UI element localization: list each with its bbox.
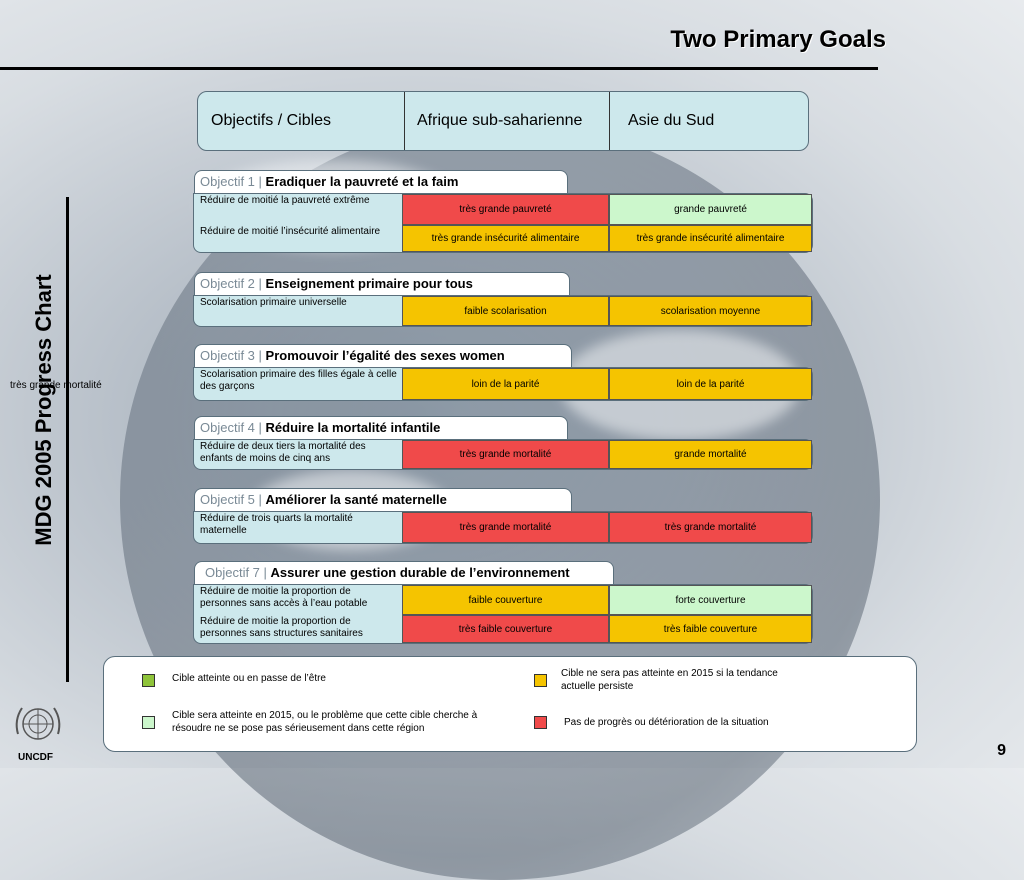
- legend-swatch-no-progress: [534, 716, 547, 729]
- asia-status-cell: grande pauvreté: [609, 194, 812, 225]
- target-row: [194, 585, 812, 615]
- target-row: [194, 615, 812, 643]
- objective-tab-1: [194, 170, 568, 194]
- objective-number: Objectif 3 |: [200, 348, 262, 363]
- objective-group-2: [193, 295, 813, 327]
- target-label: Réduire de moitié l’insécurité alimentaire: [200, 226, 381, 237]
- asia-status-cell: très grande insécurité alimentaire: [609, 225, 812, 252]
- africa-status-cell: très grande pauvreté: [402, 194, 609, 225]
- target-row: [194, 194, 812, 225]
- objective-tab-4: [194, 416, 568, 440]
- legend-text-no-progress: Pas de progrès ou détérioration de la situation: [564, 717, 769, 728]
- africa-status-cell: faible scolarisation: [402, 296, 609, 326]
- side-divider: [66, 197, 69, 682]
- legend-text-achieved: Cible atteinte ou en passe de l’être: [172, 673, 326, 684]
- stray-label: très grande mortalité: [10, 380, 102, 391]
- uncdf-logo-text: UNCDF: [18, 752, 53, 763]
- target-label: Réduire de moitie la proportion de personnes sans accès à l’eau potable: [200, 586, 368, 609]
- objective-tab-2: [194, 272, 570, 296]
- un-emblem-icon: [8, 700, 68, 752]
- target-row: [194, 296, 812, 326]
- objective-group-1: [193, 193, 813, 253]
- africa-status-cell: très faible couverture: [402, 615, 609, 643]
- target-row: [194, 225, 812, 252]
- objective-title: Améliorer la santé maternelle: [265, 492, 447, 507]
- header-objectives: Objectifs / Cibles: [198, 92, 405, 150]
- target-row: [194, 368, 812, 400]
- target-label: Réduire de trois quarts la mortalité maternelle: [200, 513, 353, 536]
- header-south-asia: Asie du Sud: [628, 112, 715, 129]
- objective-number: Objectif 1 |: [200, 174, 262, 189]
- objective-title: Promouvoir l’égalité des sexes women: [265, 348, 505, 363]
- asia-status-cell: très grande mortalité: [609, 512, 812, 543]
- objective-group-3: [193, 367, 813, 401]
- africa-status-cell: très grande mortalité: [402, 440, 609, 469]
- slide-title: Two Primary Goals: [670, 26, 886, 53]
- asia-status-cell: scolarisation moyenne: [609, 296, 812, 326]
- objective-title: Assurer une gestion durable de l’environnement: [270, 565, 570, 580]
- legend-swatch-achieved: [142, 674, 155, 687]
- africa-status-cell: très grande insécurité alimentaire: [402, 225, 609, 252]
- target-label: Réduire de moitie la proportion de personnes sans structures sanitaires: [200, 616, 363, 639]
- page-number: 9: [997, 742, 1006, 759]
- objective-number: Objectif 7 |: [205, 565, 267, 580]
- objective-title: Eradiquer la pauvreté et la faim: [265, 174, 459, 189]
- objective-group-7: [193, 584, 813, 644]
- objective-tab-3: [194, 344, 572, 368]
- objective-group-5: [193, 511, 813, 544]
- asia-status-cell: grande mortalité: [609, 440, 812, 469]
- legend-text-on-track: Cible sera atteinte en 2015, ou le problème que cette cible cherche à résoudre ne se pose pas sérieusement dans cette région: [172, 710, 478, 734]
- africa-status-cell: loin de la parité: [402, 368, 609, 400]
- objective-number: Objectif 2 |: [200, 276, 262, 291]
- target-row: [194, 440, 812, 469]
- legend-text-not-met: Cible ne sera pas atteinte en 2015 si la tendance actuelle persiste: [561, 668, 778, 692]
- objective-number: Objectif 5 |: [200, 492, 262, 507]
- objective-tab-5: [194, 488, 572, 512]
- target-label: Réduire de moitié la pauvreté extrême: [200, 195, 370, 206]
- legend-swatch-on-track: [142, 716, 155, 729]
- target-label: Scolarisation primaire universelle: [200, 297, 347, 308]
- objective-tab-7: [194, 561, 614, 585]
- table-header: [197, 91, 809, 151]
- objective-title: Enseignement primaire pour tous: [265, 276, 473, 291]
- target-label: Réduire de deux tiers la mortalité des enfants de moins de cinq ans: [200, 441, 366, 464]
- objective-group-4: [193, 439, 813, 470]
- africa-status-cell: très grande mortalité: [402, 512, 609, 543]
- header-africa: Afrique sub-saharienne: [405, 92, 610, 150]
- asia-status-cell: très faible couverture: [609, 615, 812, 643]
- title-divider: [0, 67, 878, 70]
- asia-status-cell: loin de la parité: [609, 368, 812, 400]
- legend-box: [103, 656, 917, 752]
- asia-status-cell: forte couverture: [609, 585, 812, 615]
- target-label: Scolarisation primaire des filles égale à celle des garçons: [200, 369, 397, 392]
- target-row: [194, 512, 812, 543]
- legend-swatch-not-met: [534, 674, 547, 687]
- africa-status-cell: faible couverture: [402, 585, 609, 615]
- objective-title: Réduire la mortalité infantile: [265, 420, 441, 435]
- objective-number: Objectif 4 |: [200, 420, 262, 435]
- side-title: MDG 2005 Progress Chart: [31, 274, 56, 546]
